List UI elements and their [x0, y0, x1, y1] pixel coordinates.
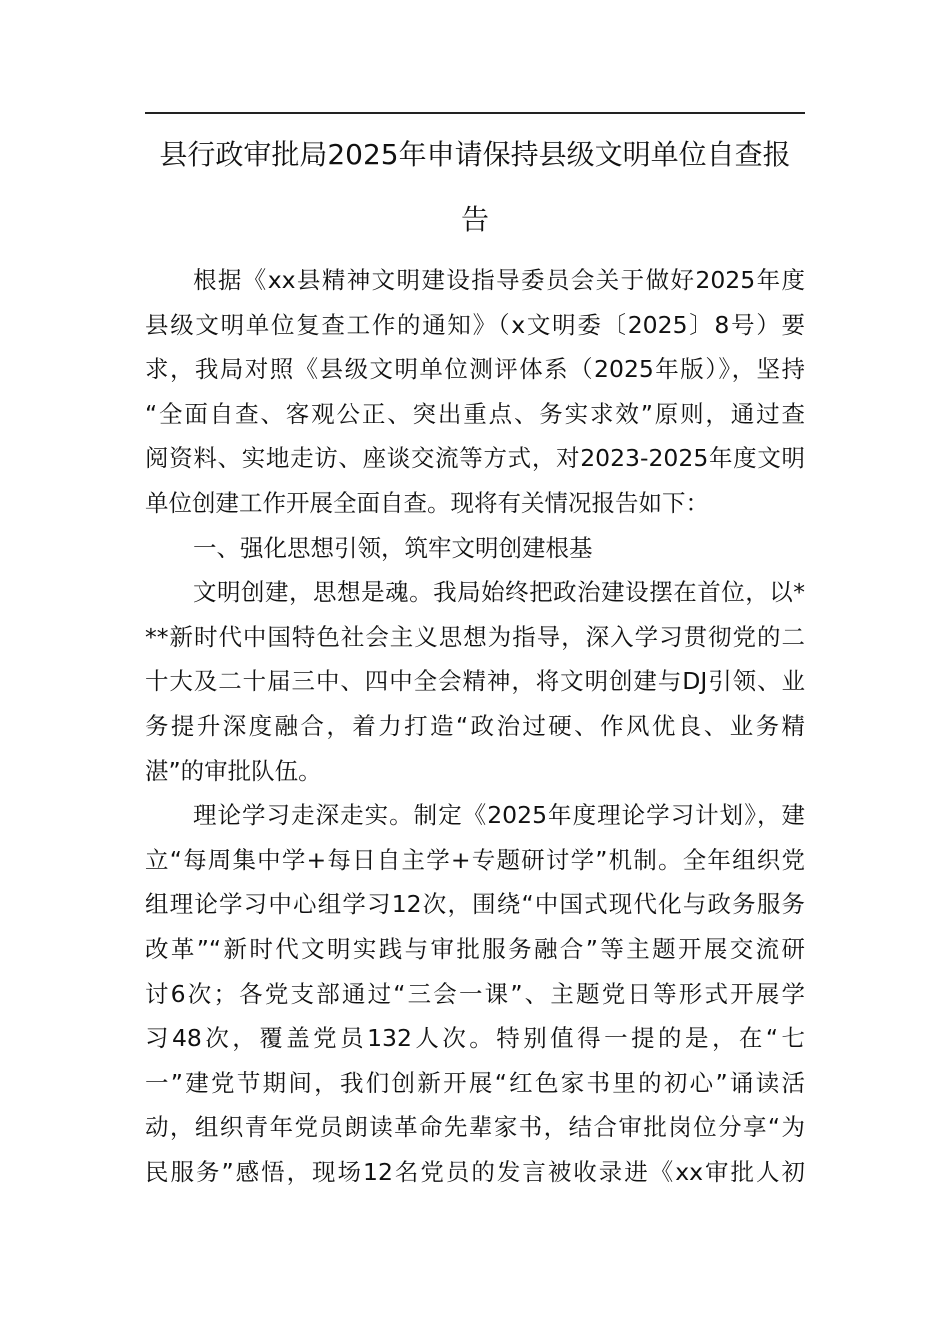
- text-line: 组理论学习中心组学习12次，围绕“中国式现代化与政务服务: [145, 890, 805, 919]
- text-line: 一”建党节期间，我们创新开展“红色家书里的初心”诵读活: [145, 1068, 805, 1097]
- text-line: “全面自查、客观公正、突出重点、务实求效”原则，通过查: [145, 399, 805, 428]
- text-line: 改革”“新时代文明实践与审批服务融合”等主题开展交流研: [145, 934, 805, 963]
- text-line: 习48次，覆盖党员132人次。特别值得一提的是，在“七: [145, 1024, 805, 1053]
- document-title: 县行政审批局2025年申请保持县级文明单位自查报: [159, 138, 791, 171]
- text-line: 一、强化思想引领，筑牢文明创建根基: [193, 533, 593, 562]
- header-rule: [145, 112, 805, 114]
- text-line: 阅资料、实地走访、座谈交流等方式，对2023-2025年度文明: [145, 444, 805, 473]
- text-line: **新时代中国特色社会主义思想为指导，深入学习贯彻党的二: [145, 622, 805, 651]
- text-line: 文明创建，思想是魂。我局始终把政治建设摆在首位，以*: [193, 578, 805, 607]
- text-line: 县级文明单位复查工作的通知》（x文明委〔2025〕8号）要: [145, 310, 805, 339]
- text-line: 务提升深度融合，着力打造“政治过硬、作风优良、业务精: [145, 711, 805, 740]
- text-line: 单位创建工作开展全面自查。现将有关情况报告如下：: [145, 488, 709, 517]
- text-line: 十大及二十届三中、四中全会精神，将文明创建与DJ引领、业: [145, 667, 805, 696]
- text-line: 讨6次；各党支部通过“三会一课”、主题党日等形式开展学: [145, 979, 805, 1008]
- text-line: 根据《xx县精神文明建设指导委员会关于做好2025年度: [193, 266, 805, 294]
- document-title-continued: 告: [460, 203, 489, 236]
- text-line: 求，我局对照《县级文明单位测评体系（2025年版）》，坚持: [145, 355, 805, 384]
- document-body: [145, 258, 805, 1194]
- text-line: 立“每周集中学+每日自主学+专题研讨学”机制。全年组织党: [145, 845, 805, 874]
- text-line: 理论学习走深走实。制定《2025年度理论学习计划》，建: [193, 801, 805, 830]
- text-line: 民服务”感悟，现场12名党员的发言被收录进《xx审批人初: [145, 1157, 805, 1186]
- text-line: 动，组织青年党员朗读革命先辈家书，结合审批岗位分享“为: [145, 1113, 805, 1142]
- text-line: 湛”的审批队伍。: [145, 756, 322, 785]
